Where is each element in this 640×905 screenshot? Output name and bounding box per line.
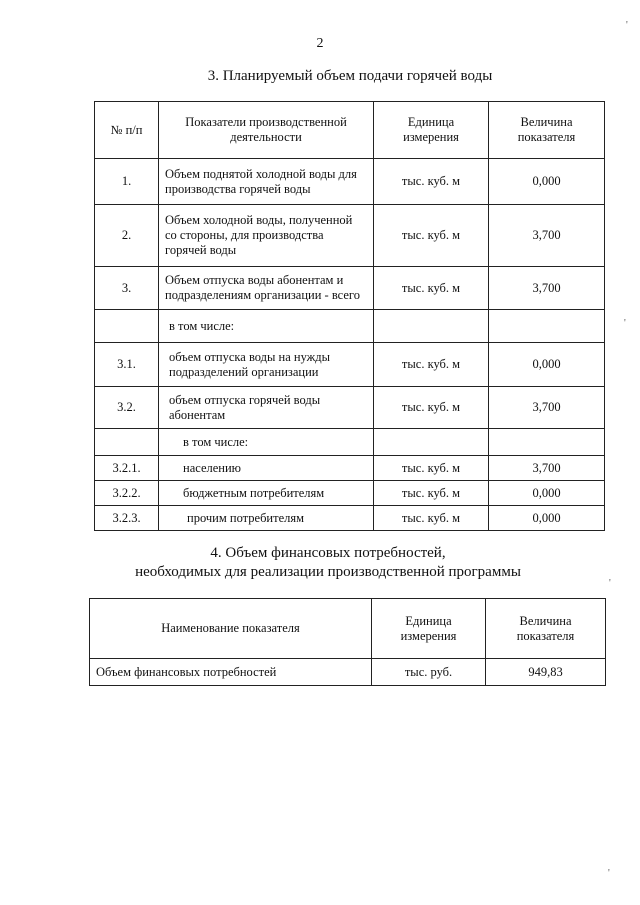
row-unit: тыс. куб. м — [374, 387, 489, 429]
row-unit — [374, 429, 489, 456]
header-indicator: Показатели производственной деятельности — [159, 102, 374, 159]
header-value: Величина показателя — [489, 102, 605, 159]
row-indicator: Объем холодной воды, полученной со стороны, для производства горячей воды — [159, 205, 374, 267]
table-row — [90, 659, 606, 686]
row-indicator: в том числе: — [159, 429, 374, 456]
row-indicator: Объем поднятой холодной воды для производства горячей воды — [159, 159, 374, 205]
row-unit — [374, 310, 489, 343]
row-indicator: прочим потребителям — [159, 506, 374, 531]
row-value: 0,000 — [489, 506, 605, 531]
row-value — [489, 310, 605, 343]
row-num: 3.2. — [95, 387, 159, 429]
row-indicator: бюджетным потребителям — [159, 481, 374, 506]
row-unit: тыс. куб. м — [374, 343, 489, 387]
page-number: 2 — [316, 36, 324, 51]
row-value: 949,83 — [486, 659, 606, 686]
row-num: 3. — [95, 267, 159, 310]
row-value: 0,000 — [489, 159, 605, 205]
row-value: 0,000 — [489, 481, 605, 506]
planned-volume-table — [94, 101, 605, 531]
section3-title: 3. Планируемый объем подачи горячей воды — [207, 68, 493, 84]
table-header-row — [90, 599, 606, 659]
table-row — [95, 429, 605, 456]
row-unit: тыс. руб. — [372, 659, 486, 686]
row-unit: тыс. куб. м — [374, 267, 489, 310]
section4-title-line1: 4. Объем финансовых потребностей, — [210, 545, 446, 561]
section4-title — [8, 544, 640, 582]
scan-speck: ' — [609, 578, 611, 589]
header-unit: Единица измерения — [374, 102, 489, 159]
row-value: 3,700 — [489, 267, 605, 310]
table-row — [95, 456, 605, 481]
row-num: 3.2.3. — [95, 506, 159, 531]
row-indicator: в том числе: — [159, 310, 374, 343]
row-num — [95, 310, 159, 343]
table-row — [95, 205, 605, 267]
table-row — [95, 506, 605, 531]
row-indicator: объем отпуска воды на нужды подразделений организации — [159, 343, 374, 387]
row-value — [489, 429, 605, 456]
table-row — [95, 310, 605, 343]
row-indicator: объем отпуска горячей воды абонентам — [159, 387, 374, 429]
row-num: 3.1. — [95, 343, 159, 387]
row-value: 3,700 — [489, 456, 605, 481]
row-num: 3.2.2. — [95, 481, 159, 506]
table-row — [95, 387, 605, 429]
row-unit: тыс. куб. м — [374, 481, 489, 506]
scan-speck: ' — [608, 868, 610, 879]
financial-needs-table — [89, 598, 606, 686]
row-unit: тыс. куб. м — [374, 205, 489, 267]
row-indicator: населению — [159, 456, 374, 481]
row-value: 0,000 — [489, 343, 605, 387]
table-row — [95, 481, 605, 506]
header-value: Величина показателя — [486, 599, 606, 659]
header-num: № п/п — [95, 102, 159, 159]
row-num: 1. — [95, 159, 159, 205]
row-num — [95, 429, 159, 456]
row-unit: тыс. куб. м — [374, 159, 489, 205]
row-num: 3.2.1. — [95, 456, 159, 481]
row-num: 2. — [95, 205, 159, 267]
row-indicator: Объем отпуска воды абонентам и подразделениям организации - всего — [159, 267, 374, 310]
header-unit: Единица измерения — [372, 599, 486, 659]
table-row — [95, 267, 605, 310]
row-unit: тыс. куб. м — [374, 506, 489, 531]
table-row — [95, 159, 605, 205]
row-unit: тыс. куб. м — [374, 456, 489, 481]
row-value: 3,700 — [489, 205, 605, 267]
table-row — [95, 343, 605, 387]
section4-title-line2: необходимых для реализации производственной программы — [135, 564, 521, 580]
row-name: Объем финансовых потребностей — [90, 659, 372, 686]
row-value: 3,700 — [489, 387, 605, 429]
scan-speck: ' — [626, 20, 628, 31]
scan-speck: ' — [624, 318, 626, 329]
header-name: Наименование показателя — [90, 599, 372, 659]
table-header-row — [95, 102, 605, 159]
